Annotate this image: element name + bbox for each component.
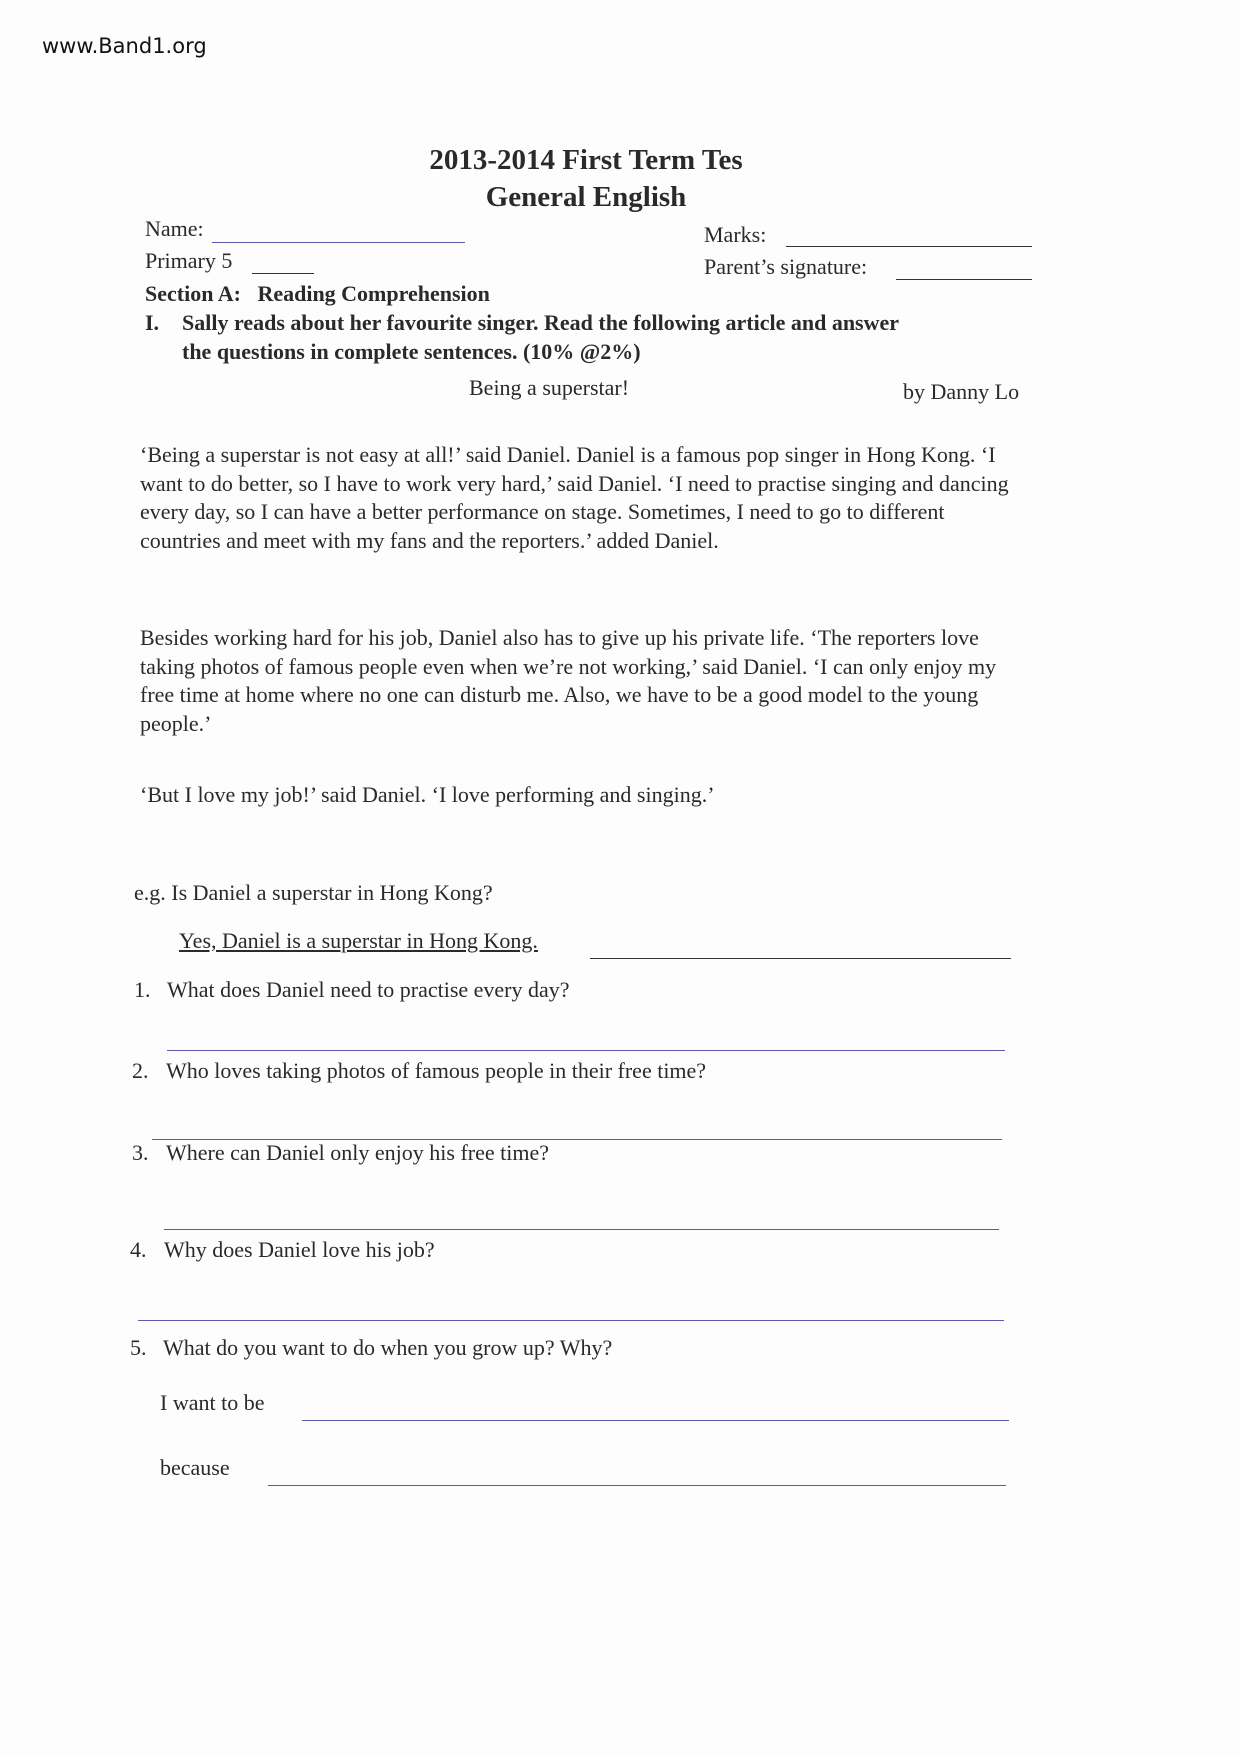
answer-line-4[interactable] bbox=[138, 1320, 1004, 1321]
article-paragraph: Besides working hard for his job, Daniel also has to give up his private life. ‘The reporters love taking photos of famous people even when we’re not working,’ said Daniel. ‘I can only enjoy my free time at home where no one can disturb me. Also, we have to be a good model to the young people.’ bbox=[140, 625, 997, 736]
name-label: Name: bbox=[145, 216, 204, 241]
question-text: What does Daniel need to practise every day? bbox=[167, 977, 570, 1002]
name-field[interactable] bbox=[212, 242, 465, 243]
because-label: because bbox=[160, 1455, 230, 1480]
want-answer-line[interactable] bbox=[302, 1420, 1009, 1421]
marks-label: Marks: bbox=[704, 222, 767, 247]
example-answer: Yes, Daniel is a superstar in Hong Kong. bbox=[179, 928, 538, 953]
example-answer-line bbox=[590, 958, 1011, 959]
instruction-number: I. bbox=[145, 310, 160, 335]
class-label: Primary 5 bbox=[145, 248, 233, 273]
signature-field[interactable] bbox=[896, 279, 1032, 280]
site-watermark: www.Band1.org bbox=[42, 34, 207, 58]
question-number: 5. bbox=[130, 1335, 147, 1360]
question-number: 3. bbox=[132, 1140, 149, 1165]
article-paragraph: ‘But I love my job!’ said Daniel. ‘I love performing and singing.’ bbox=[140, 782, 715, 807]
article-author: by Danny Lo bbox=[903, 379, 1020, 404]
question-number: 1. bbox=[134, 977, 151, 1002]
want-label: I want to be bbox=[160, 1390, 265, 1415]
because-answer-line[interactable] bbox=[268, 1485, 1006, 1486]
page-subtitle: General English bbox=[485, 181, 687, 213]
marks-field[interactable] bbox=[786, 246, 1032, 247]
section-heading: Section A: Reading Comprehension bbox=[145, 281, 490, 306]
question-number: 4. bbox=[130, 1237, 147, 1262]
answer-line-1[interactable] bbox=[167, 1050, 1005, 1051]
question-number: 2. bbox=[132, 1058, 149, 1083]
instruction-line-2: the questions in complete sentences. (10% @2%) bbox=[182, 339, 641, 364]
article-title: Being a superstar! bbox=[469, 375, 630, 400]
question-text: What do you want to do when you grow up? Why? bbox=[163, 1335, 613, 1360]
question-text: Where can Daniel only enjoy his free time? bbox=[166, 1140, 550, 1165]
question-text: Who loves taking photos of famous people in their free time? bbox=[166, 1058, 707, 1083]
article-paragraph: ‘Being a superstar is not easy at all!’ said Daniel. Daniel is a famous pop singer in Hong Kong. ‘I want to do better, so I have to work very hard,’ said Daniel. ‘I need to practise singing and dancing every day, so I can have a better performance on stage. Sometimes, I need to go to different countries and meet with my fans and the reporters.’ added Daniel. bbox=[140, 442, 1009, 553]
answer-line-3[interactable] bbox=[164, 1229, 999, 1230]
instruction-line-1: Sally reads about her favourite singer. Read the following article and answer bbox=[182, 310, 900, 335]
class-field[interactable] bbox=[252, 273, 314, 274]
question-text: Why does Daniel love his job? bbox=[164, 1237, 435, 1262]
example-question: e.g. Is Daniel a superstar in Hong Kong? bbox=[134, 880, 493, 905]
signature-label: Parent’s signature: bbox=[704, 254, 868, 279]
page-title: 2013-2014 First Term Tes bbox=[429, 144, 743, 176]
